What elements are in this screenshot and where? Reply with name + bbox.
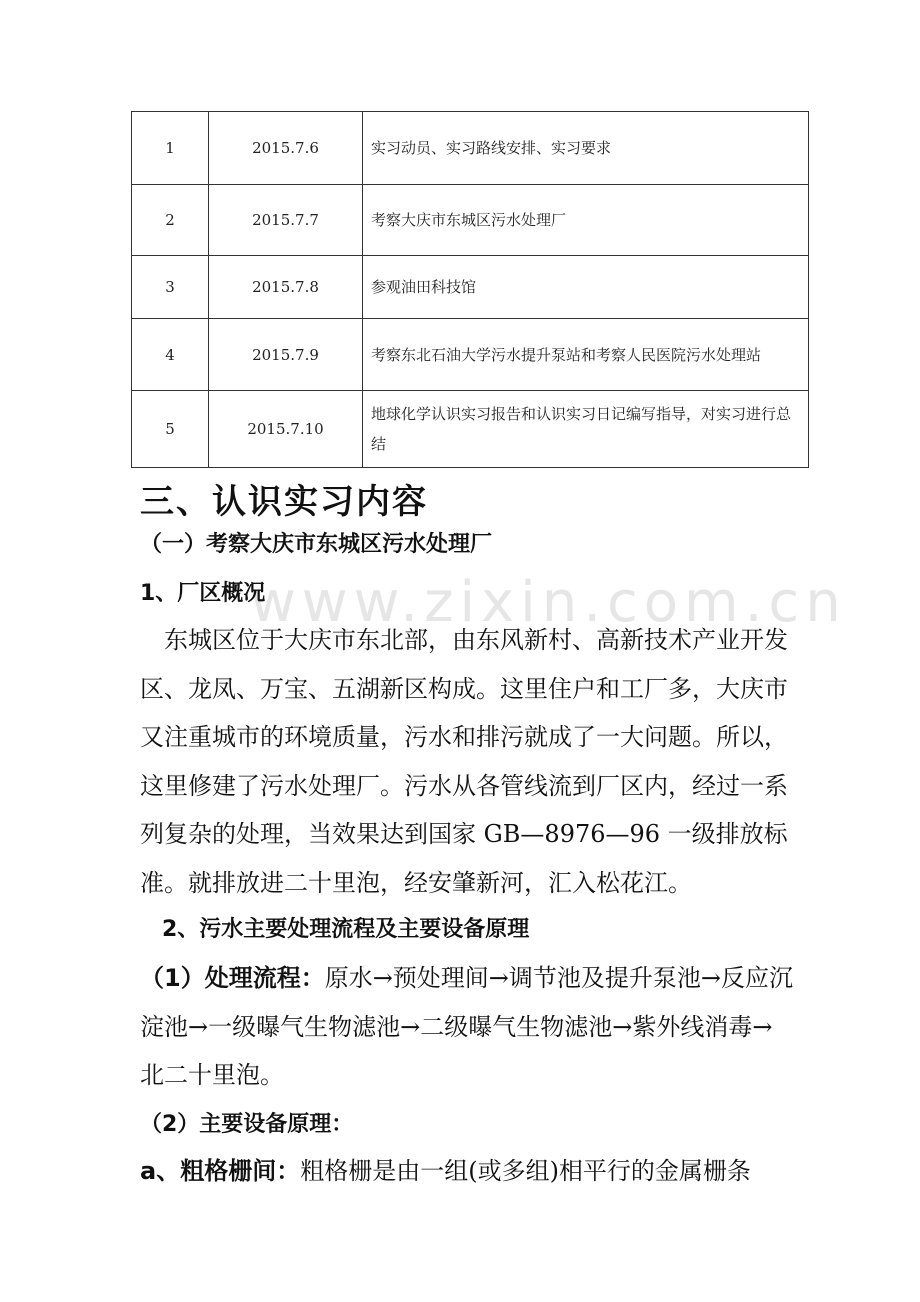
row-number: 5 [132,391,209,468]
item-heading: 2、污水主要处理流程及主要设备原理 [162,917,530,942]
schedule-table [131,111,809,468]
overview-text: 东城区位于大庆市东北部，由东风新村、高新技术产业开发区、龙凤、万宝、五湖新区构成。这里住户和工厂多，大庆市又注重城市的环境质量，污水和排污就成了一大问题。所以，这里修建了污水处理厂。污水从各管线流到厂区内，经过一系列复杂的处理，当效果达到国家 GB—8976—96 一级排放标准。就排放进二十里泡，经安肇新河，汇入松花江。 [140,626,788,897]
row-number: 2 [132,185,209,256]
subsection-heading: （一）考察大庆市东城区污水处理厂 [140,532,493,557]
row-date: 2015.7.7 [209,185,363,256]
row-content: 地球化学认识实习报告和认识实习日记编写指导，对实习进行总结 [363,391,809,468]
row-date: 2015.7.8 [209,256,363,319]
table-row [132,112,809,185]
row-content: 考察大庆市东城区污水处理厂 [363,185,809,256]
equipment-a-label: a、粗格栅间： [140,1157,301,1185]
equipment-a-text: 粗格栅是由一组(或多组)相平行的金属栅条 [300,1157,751,1185]
section-heading: 三、认识实习内容 [140,482,428,522]
table-row [132,256,809,319]
watermark: www.zixin.com.cn [250,570,847,635]
row-content: 实习动员、实习路线安排、实习要求 [363,112,809,185]
row-number: 3 [132,256,209,319]
flow-paragraph [140,954,795,1100]
equipment-paragraph [140,1147,795,1196]
row-date: 2015.7.9 [209,319,363,391]
table-row [132,391,809,468]
flow-text: 原水→预处理间→调节池及提升泵池→反应沉淀池→一级曝气生物滤池→二级曝气生物滤池→紫外线消毒→北二十里泡。 [140,964,794,1089]
flow-label: （1）处理流程： [140,964,325,992]
table-row [132,319,809,391]
row-content: 参观油田科技馆 [363,256,809,319]
item-heading: 1、厂区概况 [140,581,266,606]
row-date: 2015.7.6 [209,112,363,185]
row-number: 1 [132,112,209,185]
equipment-heading: （2）主要设备原理： [140,1112,354,1137]
row-content: 考察东北石油大学污水提升泵站和考察人民医院污水处理站 [363,319,809,391]
row-number: 4 [132,319,209,391]
overview-paragraph [140,616,795,907]
table-row [132,185,809,256]
row-date: 2015.7.10 [209,391,363,468]
